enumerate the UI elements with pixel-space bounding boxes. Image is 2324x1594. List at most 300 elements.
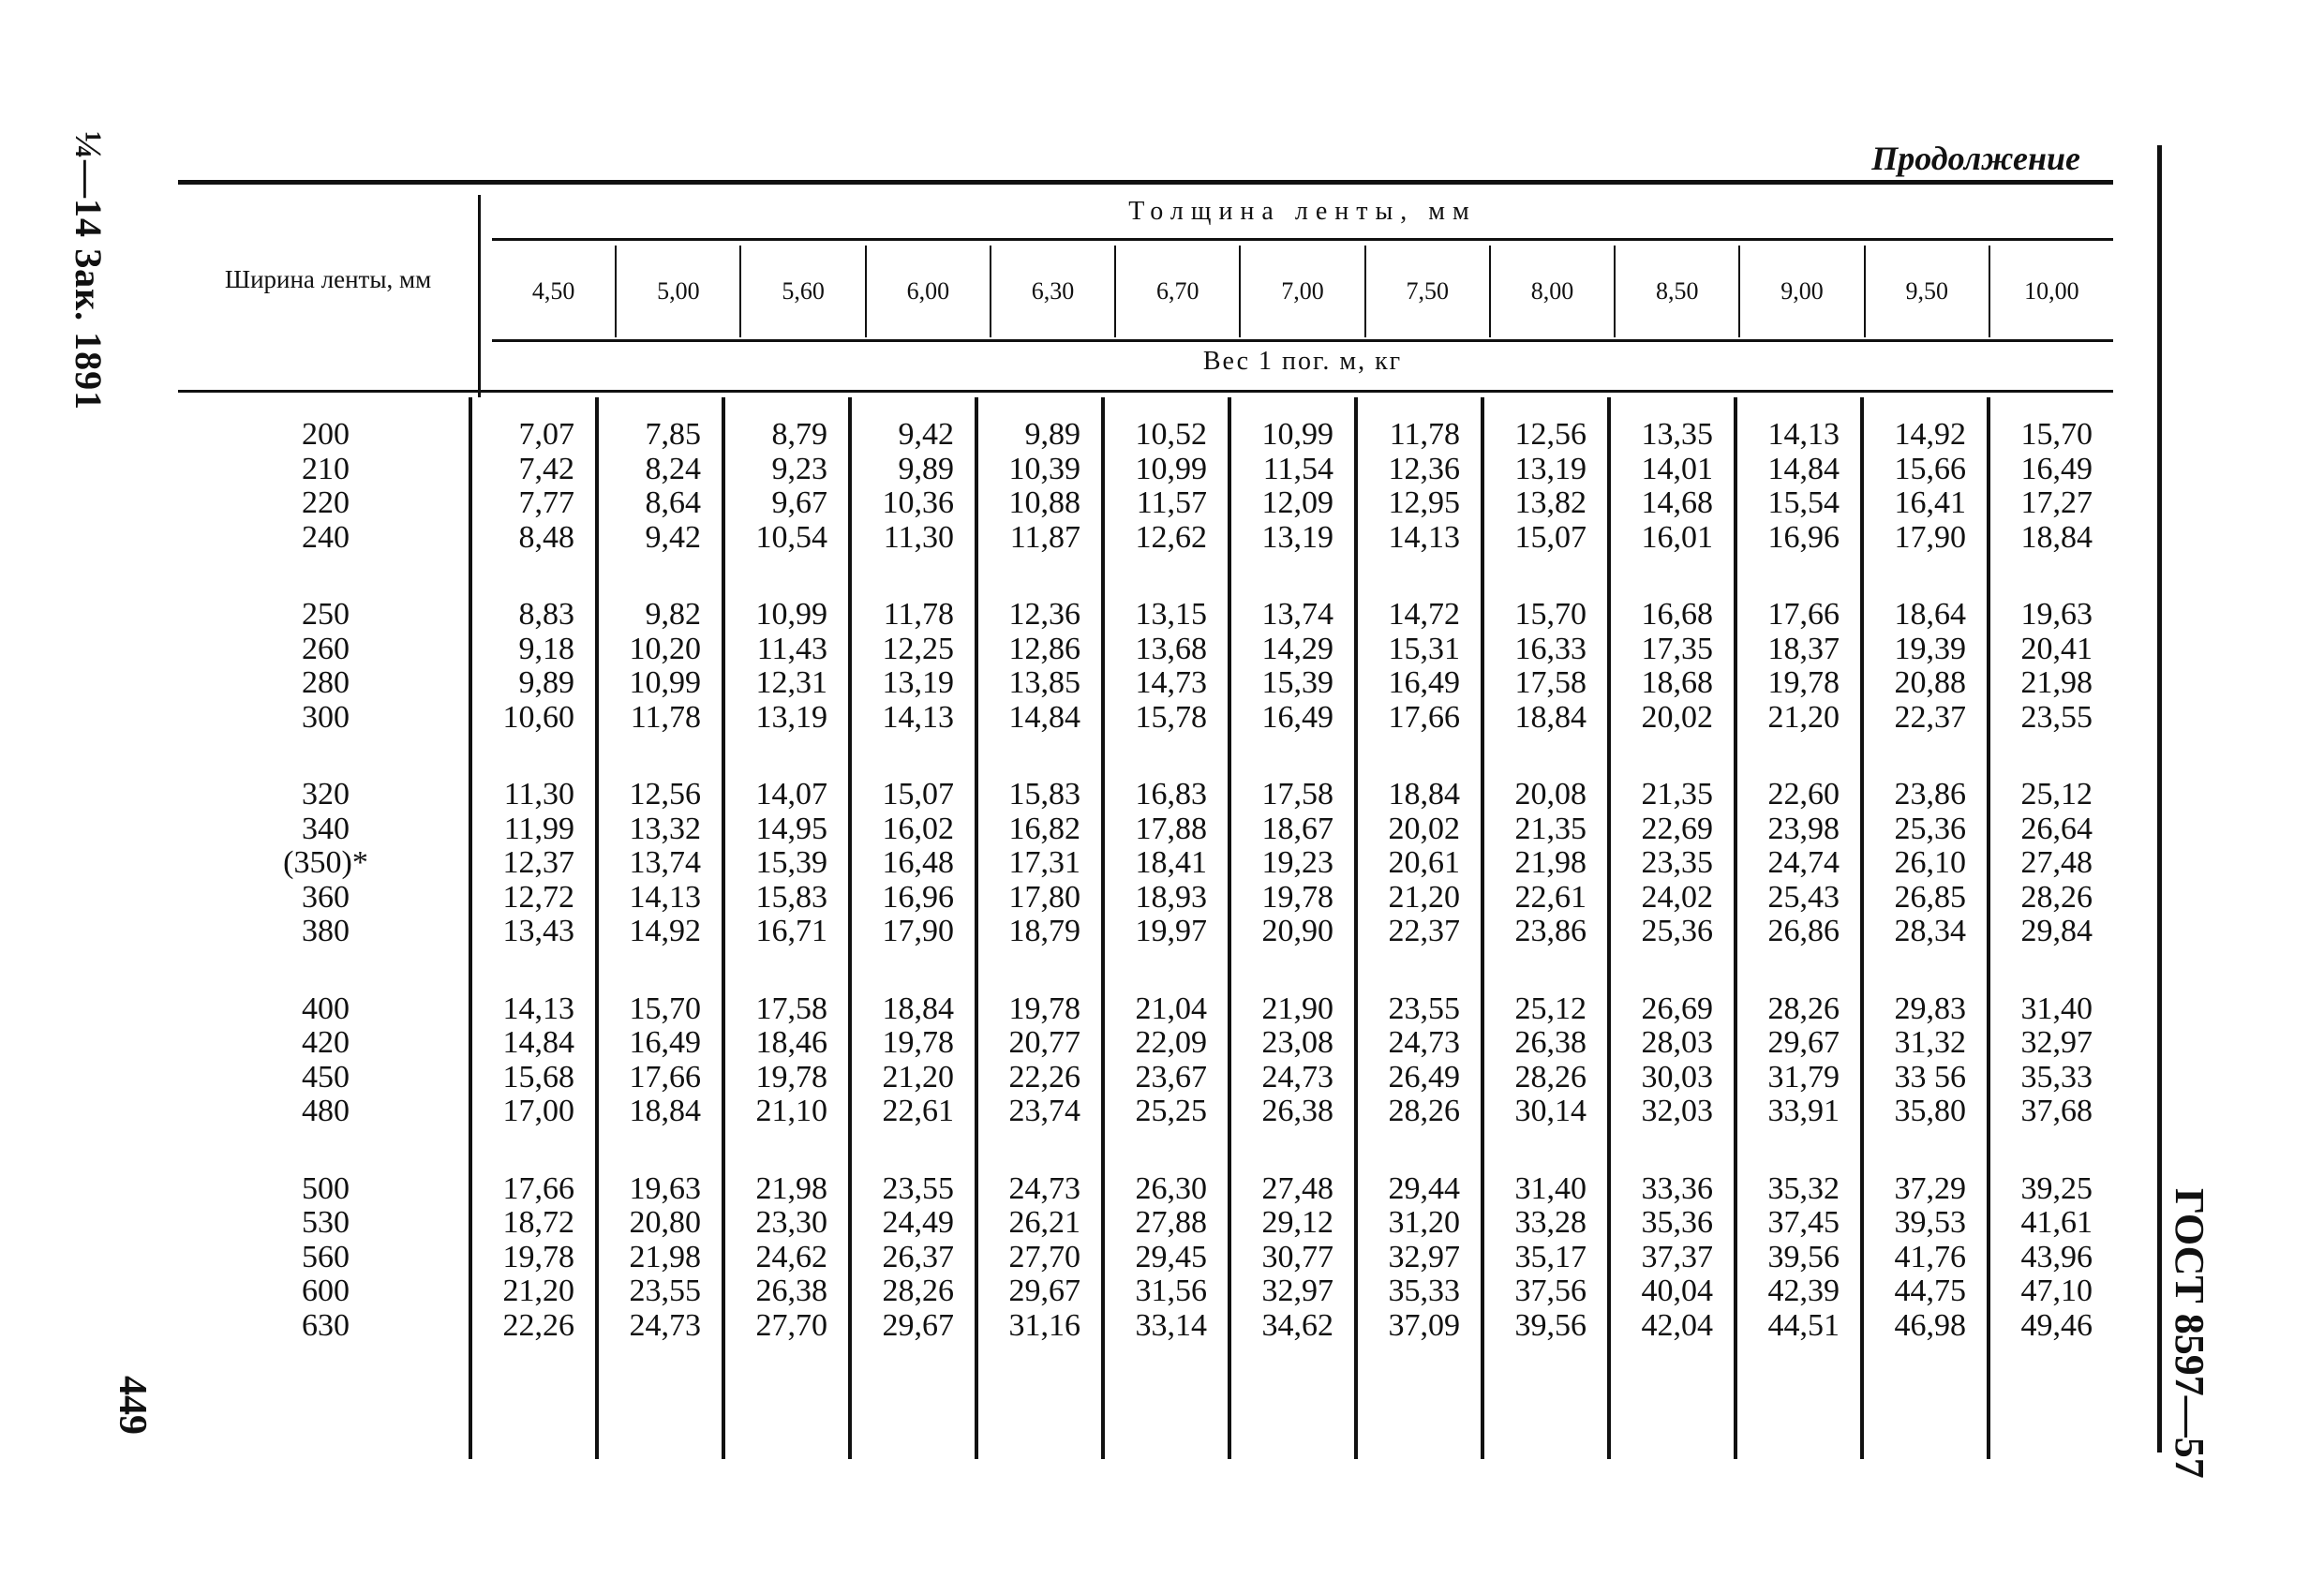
weight-value: 15,07 [882,777,954,812]
table-header [178,187,2113,390]
weight-group [1481,1172,1587,1344]
weight-value: 35,80 [1894,1094,1966,1128]
page-number: 449 [111,1376,154,1435]
width-value: 380 [302,914,350,948]
weight-value: 39,25 [2020,1170,2093,1206]
weight-value: 33,14 [1135,1307,1207,1343]
weight-value: 21,98 [755,1170,827,1206]
weight-group [595,992,701,1129]
weight-value: 14,13 [1388,519,1460,555]
column-divider [1607,397,1611,1459]
weight-value: 26,37 [882,1239,954,1274]
weight-value: 41,61 [2020,1205,2093,1240]
weight-value: 26,86 [1767,914,1840,948]
weight-value: 18,72 [502,1205,574,1240]
width-value: 450 [302,1059,350,1095]
weight-value: 26,10 [1894,845,1966,880]
weight-value: 26,69 [1641,991,1713,1026]
weight-value: 15,54 [1767,485,1840,520]
weight-value: 16,01 [1641,519,1713,555]
weight-value: 18,84 [1388,777,1460,812]
weight-group [1228,778,1333,949]
weight-value: 11,43 [756,631,827,666]
weight-value: 19,97 [1135,914,1207,948]
weight-group [595,598,701,735]
weight-value: 31,16 [1008,1307,1080,1343]
thickness-value: 7,00 [1239,246,1363,337]
weight-value: 9,89 [898,451,954,486]
weight-value: 13,19 [1514,451,1587,486]
weight-value: 17,66 [629,1059,701,1095]
weight-value: 29,44 [1388,1170,1460,1206]
weight-group [1481,778,1587,949]
weight-value: 49,46 [2020,1307,2093,1343]
weight-group [1607,992,1713,1129]
weight-value: 17,66 [502,1170,574,1206]
weight-value: 24,62 [755,1239,827,1274]
weight-value: 12,36 [1008,597,1080,632]
thickness-value: 7,50 [1364,246,1489,337]
weight-value: 10,54 [755,519,827,555]
weight-value: 25,36 [1894,811,1966,846]
weight-group [1228,418,1333,555]
weight-value: 7,42 [518,451,574,486]
weight-column [595,418,722,1386]
weight-value: 13,74 [1261,597,1333,632]
weight-value: 39,56 [1767,1239,1840,1274]
weight-value: 14,13 [1767,417,1840,452]
weight-value: 26,85 [1894,879,1966,915]
weight-value: 10,36 [882,485,954,520]
weight-group [595,778,701,949]
weight-value: 13,19 [755,699,827,735]
weight-value: 21,35 [1641,777,1713,812]
weight-value: 10,20 [629,631,701,666]
weight-value: 22,61 [1514,879,1587,915]
weight-value: 28,26 [2020,879,2093,915]
weight-value: 21,35 [1514,811,1587,846]
weight-group [1860,778,1966,949]
width-value: 600 [302,1274,350,1308]
weight-value: 32,97 [1388,1239,1460,1274]
weight-value: 19,39 [1894,631,1966,666]
weight-value: 18,41 [1135,845,1207,880]
weight-value: 19,63 [2020,597,2093,632]
weight-value: 27,48 [1261,1170,1333,1206]
weight-group [1101,1172,1207,1344]
weight-value: 24,73 [1261,1059,1333,1095]
weight-value: 15,39 [755,845,827,880]
weight-group [1607,598,1713,735]
weight-column [1228,418,1354,1386]
weight-value: 35,17 [1514,1239,1587,1274]
weight-value: 20,88 [1894,665,1966,700]
weight-value: 24,74 [1767,845,1840,880]
weight-group [595,418,701,555]
width-value: 560 [302,1239,350,1274]
weight-value: 12,86 [1008,631,1080,666]
weight-value: 12,37 [502,845,574,880]
weight-value: 19,23 [1261,845,1333,880]
weight-value: 17,31 [1008,845,1080,880]
weight-value: 15,83 [1008,777,1080,812]
thickness-value: 8,00 [1489,246,1614,337]
weight-value: 35,32 [1767,1170,1840,1206]
weight-value: 27,70 [1008,1239,1080,1274]
weight-value: 31,40 [1514,1170,1587,1206]
weight-value: 47,10 [2020,1274,2093,1308]
weight-value: 30,77 [1261,1239,1333,1274]
weight-group [1987,598,2093,735]
weight-value: 21,04 [1135,991,1207,1026]
thickness-value: 5,00 [615,246,739,337]
weight-value: 14,13 [882,699,954,735]
weight-value: 15,66 [1894,451,1966,486]
width-value: 250 [302,597,350,632]
weight-value: 13,15 [1135,597,1207,632]
weight-value: 24,73 [1008,1170,1080,1206]
width-column [178,418,473,1386]
weight-value: 9,82 [645,597,701,632]
weight-value: 8,24 [645,451,701,486]
width-group [178,418,473,555]
weight-value: 18,84 [1514,699,1587,735]
width-group [178,1172,473,1344]
weight-value: 18,84 [629,1094,701,1128]
weight-value: 19,78 [755,1059,827,1095]
width-value: 240 [302,519,350,555]
weight-group [848,1172,954,1344]
weight-value: 29,84 [2020,914,2093,948]
width-value: 530 [302,1205,350,1240]
width-value: 500 [302,1170,350,1206]
weight-columns [469,418,2113,1386]
weight-value: 15,78 [1135,699,1207,735]
weight-value: 11,87 [1009,519,1080,555]
weight-value: 21,98 [1514,845,1587,880]
weight-value: 12,95 [1388,485,1460,520]
width-value: 480 [302,1094,350,1128]
weight-value: 23,55 [2020,699,2093,735]
header-divider [478,195,481,397]
weight-group [1354,778,1460,949]
weight-value: 37,56 [1514,1274,1587,1308]
weight-value: 8,48 [518,519,574,555]
weight-value: 33,91 [1767,1094,1840,1128]
weight-value: 29,67 [1008,1274,1080,1308]
weight-value: 20,61 [1388,845,1460,880]
weight-value: 15,68 [502,1059,574,1095]
weight-group [722,418,827,555]
weight-value: 41,76 [1894,1239,1966,1274]
weight-value: 35,33 [2020,1059,2093,1095]
weight-value: 10,99 [1261,417,1333,452]
weight-value: 32,97 [1261,1274,1333,1308]
weight-value: 16,83 [1135,777,1207,812]
weight-value: 18,37 [1767,631,1840,666]
weight-value: 34,62 [1261,1307,1333,1343]
weight-value: 9,89 [518,665,574,700]
weight-group [975,418,1080,555]
weight-value: 14,07 [755,777,827,812]
thickness-value: 9,50 [1864,246,1989,337]
weight-column [1860,418,1987,1386]
weight-value: 22,60 [1767,777,1840,812]
weight-value: 35,36 [1641,1205,1713,1240]
weight-value: 28,26 [1514,1059,1587,1095]
weight-value: 7,07 [518,417,574,452]
weight-group [1734,1172,1840,1344]
weight-column [722,418,848,1386]
weight-value: 23,55 [882,1170,954,1206]
weight-value: 15,70 [1514,597,1587,632]
weight-value: 20,02 [1388,811,1460,846]
weight-group [469,598,574,735]
weight-value: 26,30 [1135,1170,1207,1206]
continuation-label: Продолжение [1871,140,2080,177]
weight-value: 39,56 [1514,1307,1587,1343]
width-value: (350)* [283,845,368,880]
weight-value: 10,99 [755,597,827,632]
width-value: 210 [302,451,350,486]
weight-column [1354,418,1481,1386]
weight-value: 18,93 [1135,879,1207,915]
weight-group [1101,418,1207,555]
width-value: 220 [302,485,350,520]
weight-value: 27,88 [1135,1205,1207,1240]
weight-value: 44,75 [1894,1274,1966,1308]
weight-table [178,180,2113,1459]
weight-value: 11,30 [883,519,954,555]
weight-value: 9,89 [1024,417,1080,452]
weight-value: 23,08 [1261,1025,1333,1060]
weight-value: 30,03 [1641,1059,1713,1095]
weight-value: 44,51 [1767,1307,1840,1343]
weight-value: 9,23 [771,451,827,486]
weight-value: 20,08 [1514,777,1587,812]
weight-value: 19,78 [1261,879,1333,915]
weight-value: 30,14 [1514,1094,1587,1128]
column-divider [1481,397,1484,1459]
weight-value: 13,19 [882,665,954,700]
weight-value: 7,77 [518,485,574,520]
weight-value: 15,07 [1514,519,1587,555]
weight-value: 15,39 [1261,665,1333,700]
weight-value: 19,78 [1767,665,1840,700]
column-divider [975,397,978,1459]
weight-value: 25,12 [2020,777,2093,812]
right-border-rule [2157,145,2162,1452]
weight-value: 18,68 [1641,665,1713,700]
weight-value: 22,09 [1135,1025,1207,1060]
weight-value: 26,21 [1008,1205,1080,1240]
weight-value: 18,84 [882,991,954,1026]
thickness-value: 6,70 [1114,246,1239,337]
column-divider [848,397,852,1459]
weight-value: 13,85 [1008,665,1080,700]
weight-value: 23,98 [1767,811,1840,846]
weight-value: 9,67 [771,485,827,520]
column-divider [1354,397,1358,1459]
weight-group [848,992,954,1129]
weight-value: 9,42 [645,519,701,555]
weight-group [469,418,574,555]
weight-group [1354,992,1460,1129]
weight-value: 7,85 [645,417,701,452]
weight-value: 29,67 [882,1307,954,1343]
weight-value: 26,38 [1261,1094,1333,1128]
weight-value: 29,45 [1135,1239,1207,1274]
weight-value: 16,02 [882,811,954,846]
weight-value: 28,26 [1388,1094,1460,1128]
weight-value: 21,10 [755,1094,827,1128]
weight-value: 19,78 [882,1025,954,1060]
weight-value: 22,69 [1641,811,1713,846]
weight-group [1734,418,1840,555]
weight-value: 32,97 [2020,1025,2093,1060]
weight-column [1607,418,1734,1386]
weight-group [1987,1172,2093,1344]
weight-value: 17,27 [2020,485,2093,520]
width-value: 420 [302,1025,350,1060]
weight-value: 18,67 [1261,811,1333,846]
weight-value: 31,56 [1135,1274,1207,1308]
weight-value: 21,98 [2020,665,2093,700]
weight-value: 16,48 [882,845,954,880]
weight-value: 10,60 [502,699,574,735]
weight-value: 11,30 [503,777,574,812]
weight-group [1860,418,1966,555]
weight-column [469,418,595,1386]
weight-value: 12,56 [629,777,701,812]
weight-value: 33,28 [1514,1205,1587,1240]
weight-value: 23,74 [1008,1094,1080,1128]
weight-value: 24,02 [1641,879,1713,915]
weight-value: 31,40 [2020,991,2093,1026]
weight-value: 10,99 [629,665,701,700]
weight-value: 16,49 [1388,665,1460,700]
weight-group [1987,992,2093,1129]
width-group [178,778,473,949]
weight-group [1987,778,2093,949]
weight-group [1860,598,1966,735]
weight-value: 11,54 [1262,451,1333,486]
weight-value: 21,20 [1767,699,1840,735]
weight-group [1101,778,1207,949]
weight-value: 16,82 [1008,811,1080,846]
weight-value: 25,36 [1641,914,1713,948]
weight-value: 20,41 [2020,631,2093,666]
weight-value: 21,90 [1261,991,1333,1026]
weight-value: 25,12 [1514,991,1587,1026]
width-value: 260 [302,631,350,666]
weight-column [1987,418,2113,1386]
weight-value: 17,90 [1894,519,1966,555]
weight-value: 32,03 [1641,1094,1713,1128]
weight-value: 14,13 [502,991,574,1026]
weight-value: 37,45 [1767,1205,1840,1240]
weight-column [1481,418,1607,1386]
weight-value: 10,39 [1008,451,1080,486]
thickness-values-row [492,246,2113,337]
weight-value: 15,31 [1388,631,1460,666]
weight-value: 26,64 [2020,811,2093,846]
weight-value: 17,90 [882,914,954,948]
weight-value: 13,35 [1641,417,1713,452]
header-bottom-rule [178,390,2113,393]
width-value: 300 [302,699,350,735]
width-group [178,598,473,735]
weight-value: 14,84 [502,1025,574,1060]
weight-value: 21,20 [882,1059,954,1095]
weight-value: 37,29 [1894,1170,1966,1206]
width-value: 320 [302,777,350,812]
weight-value: 11,57 [1136,485,1207,520]
weight-value: 10,88 [1008,485,1080,520]
weight-value: 17,66 [1388,699,1460,735]
weight-value: 16,96 [882,879,954,915]
weight-value: 18,84 [2020,519,2093,555]
weight-value: 15,70 [629,991,701,1026]
weight-value: 43,96 [2020,1239,2093,1274]
weight-value: 12,62 [1135,519,1207,555]
weight-value: 14,73 [1135,665,1207,700]
weight-group [975,778,1080,949]
weight-value: 11,78 [630,699,701,735]
weight-value: 14,13 [629,879,701,915]
width-value: 340 [302,811,350,846]
weight-value: 8,83 [518,597,574,632]
column-divider [469,397,472,1459]
weight-value: 16,68 [1641,597,1713,632]
weight-value: 13,82 [1514,485,1587,520]
weight-group [848,598,954,735]
weight-value: 21,20 [502,1274,574,1308]
weight-value: 33,36 [1641,1170,1713,1206]
weight-value: 11,99 [503,811,574,846]
width-value: 280 [302,665,350,700]
weight-value: 12,36 [1388,451,1460,486]
weight-group [1734,778,1840,949]
weight-value: 28,26 [1767,991,1840,1026]
thickness-rule [492,238,2113,241]
weight-value: 22,26 [502,1307,574,1343]
weight-value: 20,77 [1008,1025,1080,1060]
weight-value: 15,83 [755,879,827,915]
weight-value: 11,78 [883,597,954,632]
weight-group [848,778,954,949]
weight-value: 14,84 [1008,699,1080,735]
weight-value: 19,78 [502,1239,574,1274]
weight-value: 42,04 [1641,1307,1713,1343]
weight-value: 22,37 [1894,699,1966,735]
thickness-value: 6,30 [990,246,1114,337]
weight-value: 37,09 [1388,1307,1460,1343]
weight-group [1734,992,1840,1129]
weight-value: 8,79 [771,417,827,452]
weight-value: 28,26 [882,1274,954,1308]
weight-value: 19,63 [629,1170,701,1206]
weight-group [1228,1172,1333,1344]
column-divider [595,397,599,1459]
weight-value: 23,86 [1894,777,1966,812]
weight-group [469,1172,574,1344]
width-value: 360 [302,879,350,915]
table-body [178,397,2113,1459]
width-group [178,992,473,1129]
margin-order-note: ¼—14 Зак. 1891 [67,131,110,411]
weight-value: 23,35 [1641,845,1713,880]
